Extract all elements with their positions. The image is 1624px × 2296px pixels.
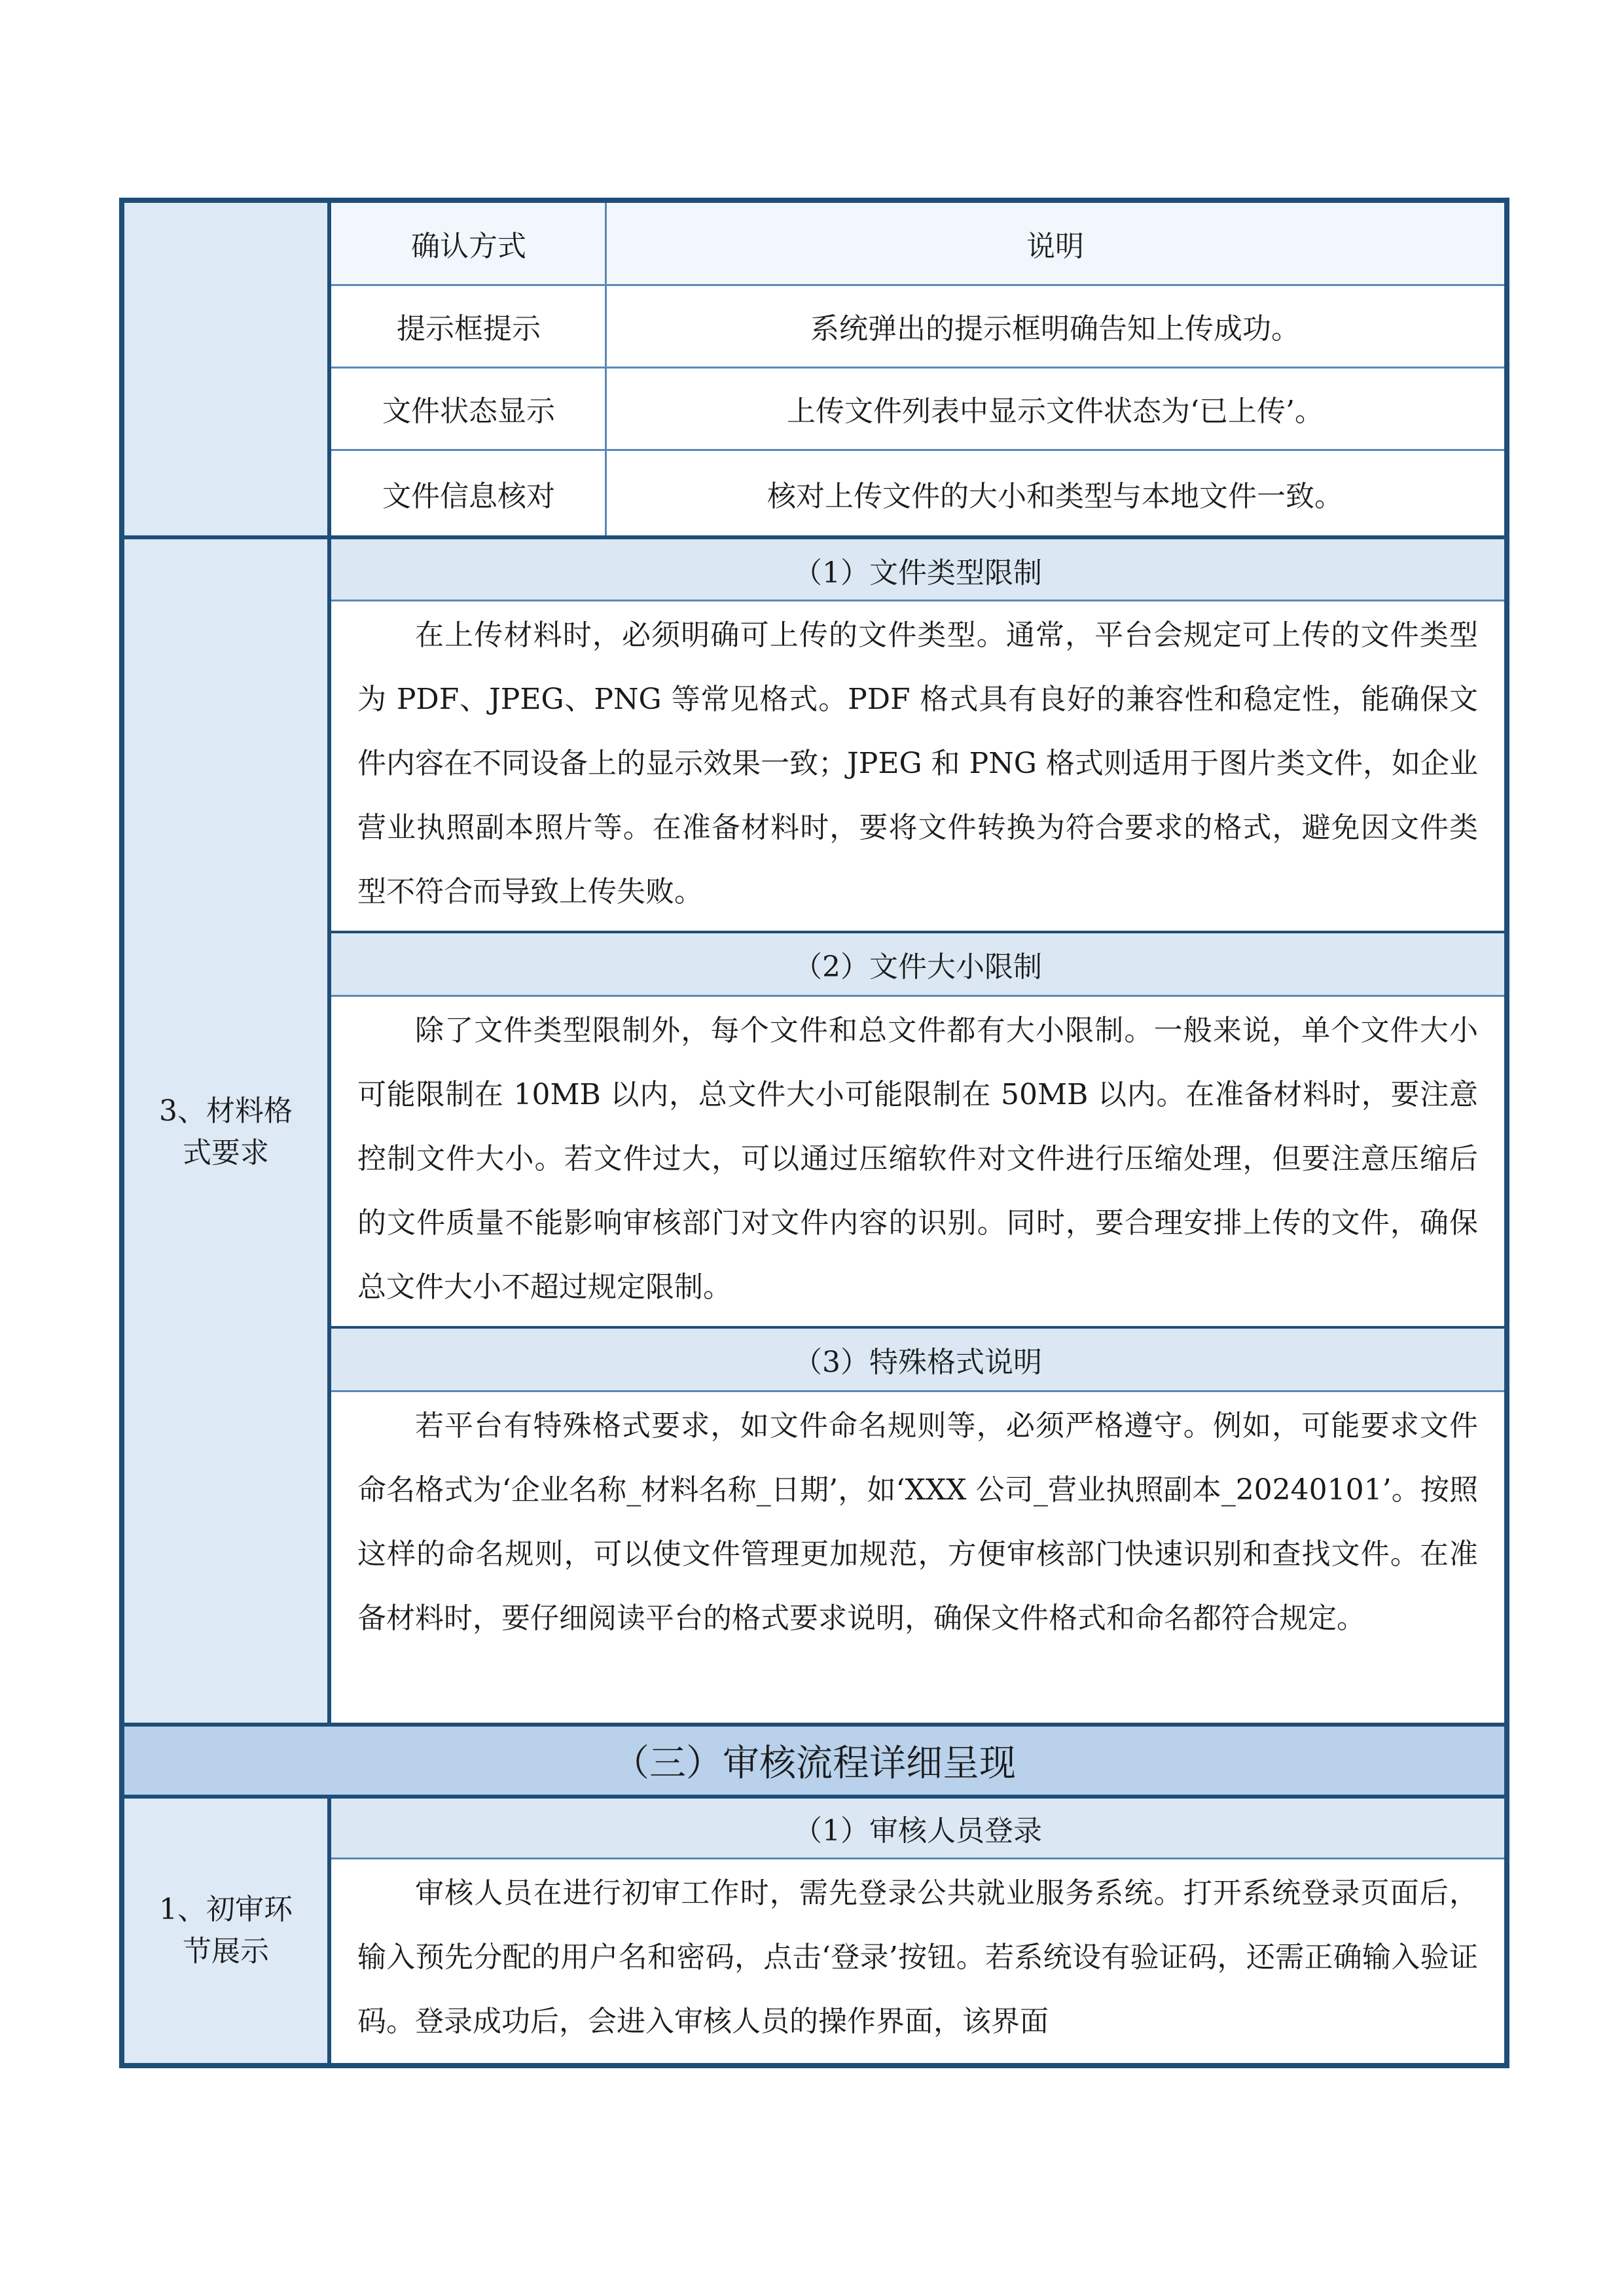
table-cell-method: 文件状态显示 <box>382 395 555 428</box>
table-cell-desc: 上传文件列表中显示文件状态为‘已上传’。 <box>787 395 1324 428</box>
top-left-blank-cell <box>124 203 331 537</box>
format-section-label-cell <box>124 539 327 1725</box>
document-table-frame <box>119 198 1509 2068</box>
divider <box>605 203 607 537</box>
paragraph-special-format: 若平台有特殊格式要求，如文件命名规则等，必须严格遵守。例如，可能要求文件命名格式为‘企业名称_材料名称_日期’，如‘XXX 公司_营业执照副本_20240101’。按照这样的命名规则，可以使文件管理更加规范，方便审核部门快速识别和查找文件。在准备材料时，要仔细阅读平台的格式要求说明，确保文件格式和命名都符合规定。 <box>357 1409 1478 1635</box>
subheading-special-format: （3）特殊格式说明 <box>331 1329 1504 1390</box>
divider <box>331 1857 1504 1859</box>
table-cell-method: 提示框提示 <box>397 312 541 346</box>
divider <box>331 367 1504 368</box>
subheading-file-type: （1）文件类型限制 <box>331 539 1504 601</box>
divider <box>331 1390 1504 1392</box>
table-cell-method: 文件信息核对 <box>382 480 555 513</box>
divider <box>331 995 1504 997</box>
review-section-label-cell <box>124 1799 327 2063</box>
divider <box>331 600 1504 601</box>
table-header-method: 确认方式 <box>333 203 605 284</box>
subheading-file-size: （2）文件大小限制 <box>331 933 1504 995</box>
paragraph-file-size: 除了文件类型限制外，每个文件和总文件都有大小限制。一般来说，单个文件大小可能限制在 10MB 以内，总文件大小可能限制在 50MB 以内。在准备材料时，要注意控制文件大小。若文件过大，可以通过压缩软件对文件进行压缩处理，但要注意压缩后的文件质量不能影响审核部门对文件内容的识别。同时，要合理安排上传的文件，确保总文件大小不超过规定限制。 <box>357 1014 1478 1304</box>
paragraph-file-type: 在上传材料时，必须明确可上传的文件类型。通常，平台会规定可上传的文件类型为 PDF、JPEG、PNG 等常见格式。PDF 格式具有良好的兼容性和稳定性，能确保文件内容在不同设备上的显示效果一致；JPEG 和 PNG 格式则适用于图片类文件，如企业营业执照副本照片等。在准备材料时，要将文件转换为符合要求的格式，避免因文件类型不符合而导致上传失败。 <box>357 619 1478 908</box>
table-cell-desc: 核对上传文件的大小和类型与本地文件一致。 <box>767 480 1343 513</box>
divider <box>327 203 331 537</box>
section-title: （三）审核流程详细呈现 <box>124 1727 1504 1795</box>
paragraph-reviewer-login: 审核人员在进行初审工作时，需先登录公共就业服务系统。打开系统登录页面后，输入预先分配的用户名和密码，点击‘登录’按钮。若系统设有验证码，还需正确输入验证码。登录成功后，会进入审核人员的操作界面，该界面 <box>357 1876 1478 2038</box>
format-section-label: 3、材料格式要求 <box>159 1094 293 1170</box>
table-header-desc: 说明 <box>606 203 1504 284</box>
subheading-reviewer-login: （1）审核人员登录 <box>331 1799 1504 1857</box>
divider <box>331 284 1504 286</box>
divider <box>331 449 1504 451</box>
table-cell-desc: 系统弹出的提示框明确告知上传成功。 <box>810 312 1300 346</box>
review-section-label: 1、初审环节展示 <box>159 1893 293 1968</box>
